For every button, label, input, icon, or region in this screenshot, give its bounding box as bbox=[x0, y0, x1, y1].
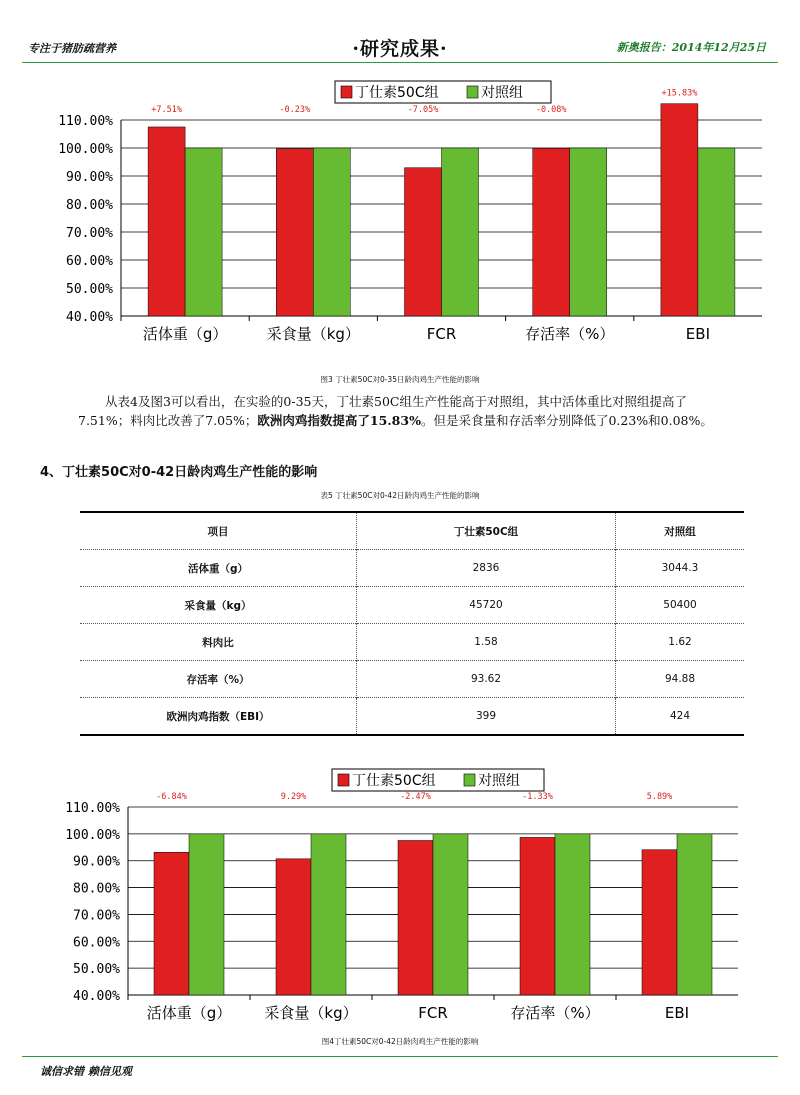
bar-control bbox=[677, 834, 712, 995]
legend-label: 丁仕素50C组 bbox=[355, 85, 439, 101]
section-heading: 4、丁壮素50C对0-42日龄肉鸡生产性能的影响 bbox=[40, 465, 318, 480]
bar-control bbox=[311, 834, 346, 995]
y-tick-label: 70.00% bbox=[66, 226, 113, 241]
table-cell: 1.62 bbox=[616, 624, 745, 661]
y-tick-label: 80.00% bbox=[66, 198, 113, 213]
y-tick-label: 40.00% bbox=[66, 310, 113, 325]
table-cell: 存活率（%） bbox=[80, 661, 357, 698]
header-slogan: 专注于猪肪疏营养 bbox=[28, 42, 116, 55]
legend-swatch bbox=[338, 774, 349, 786]
table-cell: 94.88 bbox=[616, 661, 745, 698]
bar-annotation: -1.33% bbox=[522, 792, 553, 802]
bar-treatment bbox=[276, 859, 311, 995]
header-report-date: 新奥报告：2014年12月25日 bbox=[616, 41, 766, 54]
bar-treatment bbox=[154, 852, 189, 995]
bar-annotation: -2.47% bbox=[400, 792, 431, 802]
footer-divider bbox=[22, 1056, 778, 1057]
bar-annotation: -0.08% bbox=[535, 105, 567, 115]
bar-control bbox=[189, 834, 224, 995]
legend-label: 对照组 bbox=[481, 85, 523, 101]
y-tick-label: 60.00% bbox=[66, 254, 113, 269]
bar-annotation: +7.51% bbox=[151, 105, 182, 115]
table-cell: 93.62 bbox=[357, 661, 616, 698]
bar-treatment bbox=[520, 837, 555, 995]
legend-swatch bbox=[464, 774, 475, 786]
table-cell: 活体重（g） bbox=[80, 550, 357, 587]
bar-control bbox=[555, 834, 590, 995]
y-tick-label: 90.00% bbox=[66, 170, 113, 185]
table5-caption: 表5 丁壮素50C对0-42日龄肉鸡生产性能的影响 bbox=[320, 491, 480, 500]
table-header-cell: 项目 bbox=[207, 525, 229, 538]
bar-annotation: +15.83% bbox=[661, 88, 698, 99]
x-tick-label: EBI bbox=[685, 325, 711, 343]
y-tick-label: 110.00% bbox=[65, 801, 120, 816]
bar-control bbox=[433, 834, 468, 995]
x-tick-label: FCR bbox=[418, 1004, 448, 1022]
y-tick-label: 70.00% bbox=[73, 908, 120, 924]
y-tick-label: 100.00% bbox=[58, 142, 113, 157]
x-tick-label: EBI bbox=[664, 1004, 690, 1022]
y-tick-label: 90.00% bbox=[73, 854, 120, 870]
y-tick-label: 110.00% bbox=[58, 114, 113, 129]
x-tick-label: 存活率（%） bbox=[510, 1004, 600, 1022]
table-cell: 45720 bbox=[357, 587, 616, 624]
legend-label: 对照组 bbox=[478, 773, 520, 789]
x-tick-label: 活体重（g） bbox=[146, 1004, 232, 1022]
figure4-caption: 图4丁壮素50C对0-42日龄肉鸡生产性能的影响 bbox=[321, 1037, 479, 1046]
bar-annotation: -7.05% bbox=[407, 105, 439, 115]
x-tick-label: 活体重（g） bbox=[142, 325, 228, 343]
y-tick-label: 50.00% bbox=[66, 282, 113, 297]
footer-motto: 诚信求错 赖信见观 bbox=[40, 1065, 132, 1078]
table-cell: 1.58 bbox=[357, 624, 616, 661]
y-tick-label: 60.00% bbox=[73, 935, 120, 951]
table-cell: 采食量（kg） bbox=[80, 587, 357, 624]
x-tick-label: FCR bbox=[426, 325, 457, 343]
x-tick-label: 采食量（kg） bbox=[264, 1004, 358, 1022]
bar-treatment bbox=[398, 840, 433, 995]
table-cell: 欧洲肉鸡指数（EBI） bbox=[80, 698, 357, 736]
table-cell: 2836 bbox=[357, 550, 616, 587]
y-tick-label: 40.00% bbox=[73, 989, 120, 1004]
bar-treatment bbox=[642, 850, 677, 995]
table-cell: 399 bbox=[357, 698, 616, 736]
bar-annotation: -6.84% bbox=[156, 792, 187, 802]
table-cell: 料肉比 bbox=[80, 624, 357, 661]
y-tick-label: 80.00% bbox=[73, 881, 120, 897]
table-header-cell: 丁壮素50C组 bbox=[357, 512, 616, 550]
x-tick-label: 存活率（%） bbox=[525, 325, 615, 343]
table-cell: 3044.3 bbox=[616, 550, 745, 587]
table-header-cell: 对照组 bbox=[616, 512, 745, 550]
table-cell: 424 bbox=[616, 698, 745, 736]
table-cell: 50400 bbox=[616, 587, 745, 624]
y-tick-label: 50.00% bbox=[73, 962, 120, 978]
body-paragraph: 从表4及图3可以看出，在实验的0-35天，丁壮素50C组生产性能高于对照组，其中活体重比对照组提高了7.51%；料肉比改善了7.05%；欧洲肉鸡指数提高了15.83%。但是采食量和存活率分别降低了0.23%和0.08%。 bbox=[78, 394, 713, 428]
x-tick-label: 采食量（kg） bbox=[266, 325, 360, 343]
figure3-caption: 图3 丁壮素50C对0-35日龄肉鸡生产性能的影响 bbox=[320, 375, 480, 384]
bar-annotation: 5.89% bbox=[646, 792, 673, 802]
bar-annotation: 9.29% bbox=[280, 792, 307, 802]
header-section-title: ·研究成果· bbox=[352, 38, 448, 60]
y-tick-label: 100.00% bbox=[65, 827, 120, 843]
legend-label: 丁仕素50C组 bbox=[352, 773, 436, 789]
bar-annotation: -0.23% bbox=[279, 105, 311, 115]
